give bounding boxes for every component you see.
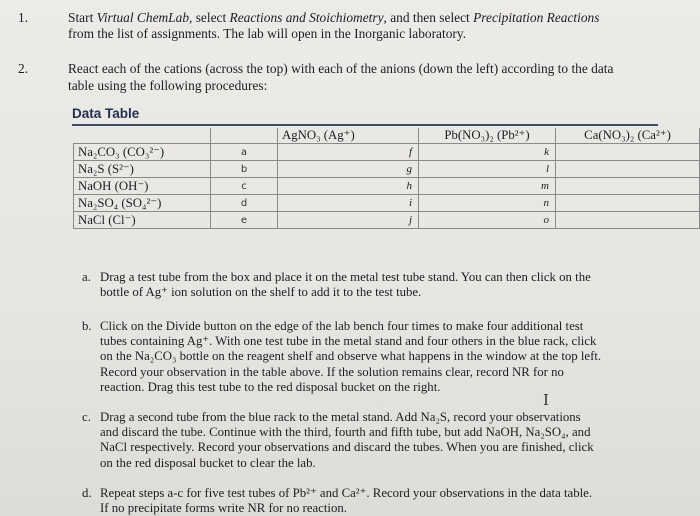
item-2-line-2: table using the following procedures: (68, 78, 268, 93)
pb-cell[interactable] (419, 178, 556, 195)
pb-cell[interactable] (419, 161, 556, 178)
item-1-text-precip: Precipitation Reactions (473, 10, 600, 25)
cell-letter: k (544, 146, 549, 158)
title-rule (72, 124, 658, 126)
item-1-line-2: from the list of assignments. The lab will open in the Inorganic laboratory. (68, 26, 467, 41)
step-a-line: bottle of Ag⁺ ion solution on the shelf to add it to the test tube. (100, 285, 422, 300)
text-cursor-icon: I (543, 391, 549, 409)
header-agno3: AgNO₃ (Ag⁺) (278, 128, 419, 144)
cell-letter: b (240, 164, 248, 175)
item-1-text-virtual-chemlab: Virtual ChemLab (96, 10, 190, 25)
item-1-text-c: , and then select (383, 10, 474, 25)
row-letter (211, 195, 278, 212)
table-row (74, 178, 700, 195)
step-d-text (100, 486, 670, 516)
ca-cell[interactable] (556, 144, 700, 161)
pb-cell[interactable] (419, 212, 556, 229)
table-row (74, 161, 700, 178)
anion-cell: Na₂SO₄ (SO₄²⁻) (74, 195, 211, 212)
ag-cell[interactable] (278, 212, 419, 229)
step-a-line: Drag a test tube from the box and place it on the metal test tube stand. You can then click on the (100, 270, 591, 284)
ag-cell[interactable] (278, 144, 419, 161)
item-2-number: 2. (18, 61, 29, 76)
anion-cell: NaCl (Cl⁻) (74, 212, 211, 229)
item-1-text-a: Start (68, 10, 97, 25)
row-letter (211, 178, 278, 195)
step-b-line: reaction. Drag this test tube to the red disposal bucket on the right. (100, 379, 441, 394)
table-header-row (74, 128, 700, 144)
ag-cell[interactable] (278, 195, 419, 212)
ag-cell[interactable] (278, 161, 419, 178)
step-a-letter: a. (82, 270, 91, 284)
table-row (74, 212, 700, 229)
step-b-text (100, 319, 660, 395)
step-c-line: on the red disposal bucket to clear the lab. (100, 455, 316, 470)
step-c-line: Drag a second tube from the blue rack to the metal stand. Add Na₂S, record your observations (100, 410, 581, 424)
ca-cell[interactable] (556, 195, 700, 212)
step-b-line: Record your observation in the table above. If the solution remains clear, record NR for no (100, 364, 564, 379)
step-a-text (100, 270, 660, 300)
step-c-text (100, 410, 660, 471)
item-2-line-1: React each of the cations (across the top) with each of the anions (down the left) according to the data (68, 61, 614, 76)
cell-letter: c (241, 181, 247, 192)
header-cell-empty (74, 128, 211, 144)
cell-letter: o (543, 214, 549, 226)
cell-letter: d (240, 198, 248, 209)
pb-cell[interactable] (419, 144, 556, 161)
cell-letter: g (406, 163, 412, 175)
step-c-letter: c. (82, 410, 91, 424)
data-table (73, 128, 700, 229)
pb-cell[interactable] (419, 195, 556, 212)
item-1-number: 1. (18, 10, 29, 25)
cell-letter: l (545, 163, 549, 175)
step-d-letter: d. (82, 486, 92, 500)
step-b-line: tubes containing Ag⁺. With one test tube in the metal stand and four others in the blue rack, click (100, 334, 597, 349)
item-1-text-b: , select (189, 10, 230, 25)
cell-letter: f (408, 146, 412, 158)
row-letter (211, 212, 278, 229)
item-1-text-reactions-stoich: Reactions and Stoichiometry (229, 10, 384, 25)
step-d-line: Repeat steps a-c for five test tubes of Pb²⁺ and Ca²⁺. Record your observations in the data table. (100, 486, 593, 500)
header-cano3: Ca(NO₃)₂ (Ca²⁺) (556, 128, 700, 144)
anion-cell: Na₂CO₃ (CO₃²⁻) (74, 144, 211, 161)
ag-cell[interactable] (278, 178, 419, 195)
cell-letter: m (541, 180, 549, 192)
cell-letter: e (240, 215, 248, 226)
step-b-line: on the Na₂CO₃ bottle on the reagent shelf and observe what happens in the window at the top left. (100, 349, 602, 364)
step-c-line: NaCl respectively. Record your observations and discard the tubes. When you are finished, click (100, 440, 594, 455)
ca-cell[interactable] (556, 161, 700, 178)
ca-cell[interactable] (556, 178, 700, 195)
anion-cell: Na₂S (S²⁻) (74, 161, 211, 178)
step-b-letter: b. (82, 319, 92, 333)
anion-cell: NaOH (OH⁻) (74, 178, 211, 195)
table-row (74, 144, 700, 161)
row-letter (211, 144, 278, 161)
cell-letter: n (543, 197, 549, 209)
row-letter (211, 161, 278, 178)
header-cell-empty-2 (211, 128, 278, 144)
cell-letter: i (408, 197, 412, 209)
cell-letter: a (240, 147, 248, 158)
item-1-line-1 (68, 10, 688, 26)
cell-letter: j (408, 214, 412, 226)
table-row (74, 195, 700, 212)
step-b-line: Click on the Divide button on the edge of the lab bench four times to make four additional test (100, 319, 584, 333)
ca-cell[interactable] (556, 212, 700, 229)
step-c-line: and discard the tube. Continue with the third, fourth and fifth tube, but add NaOH, Na₂SO₄, and (100, 425, 591, 440)
header-pbno3: Pb(NO₃)₂ (Pb²⁺) (419, 128, 556, 144)
data-table-title: Data Table (72, 106, 140, 121)
step-d-line: If no precipitate forms write NR for no reaction. (100, 501, 347, 516)
cell-letter: h (406, 180, 412, 192)
